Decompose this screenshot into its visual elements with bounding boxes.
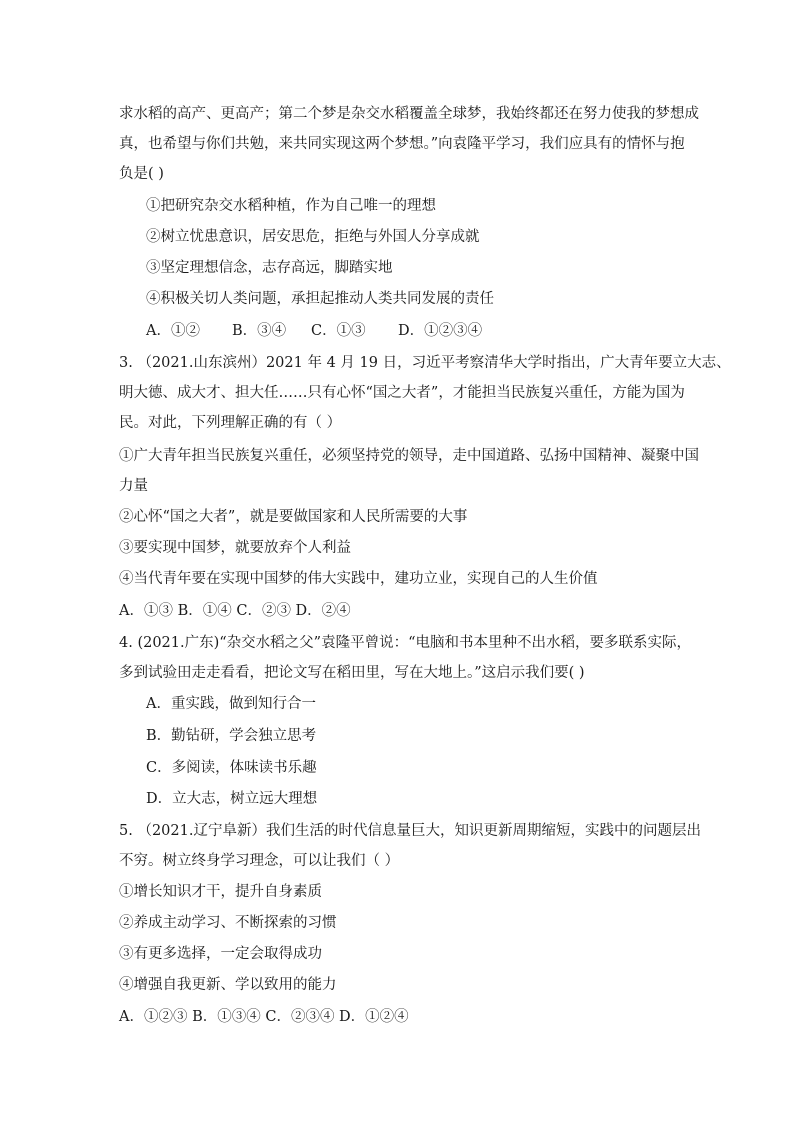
q5-statement-1: ①增长知识才干，提升自身素质 bbox=[119, 884, 322, 900]
q2-statement-2: ②树立忧患意识，居安思危，拒绝与外国人分享成就 bbox=[146, 229, 480, 245]
q2-statement-3: ③坚定理想信念，志存高远，脚踏实地 bbox=[146, 260, 393, 276]
q5-statement-2: ②养成主动学习、不断探索的习惯 bbox=[119, 915, 337, 931]
q2-statement-4: ④积极关切人类问题，承担起推动人类共同发展的责任 bbox=[146, 291, 494, 307]
q5-stem-line-2: 不穷。树立终身学习理念，可以让我们（ ） bbox=[119, 853, 400, 869]
q2-choice-a: A．①② bbox=[146, 323, 200, 339]
q4-option-b: B．勤钻研，学会独立思考 bbox=[146, 728, 317, 744]
q3-choices: A．①③ B．①④ C．②③ D．②④ bbox=[119, 603, 351, 619]
q3-statement-3: ③要实现中国梦，就要放弃个人利益 bbox=[119, 540, 351, 556]
q4-option-d: D．立大志，树立远大理想 bbox=[146, 791, 318, 807]
q4-option-c: C．多阅读，体味读书乐趣 bbox=[146, 760, 317, 776]
q3-statement-1-line-2: 力量 bbox=[119, 478, 148, 494]
q3-statement-2: ②心怀“国之大者”，就是要做国家和人民所需要的大事 bbox=[119, 509, 468, 525]
q2-choice-c: C．①③ bbox=[311, 323, 366, 339]
q5-stem-line-1: 5. （2021.辽宁阜新）我们生活的时代信息量巨大，知识更新周期缩短，实践中的问题层出 bbox=[119, 823, 701, 839]
q2-choice-b: B．③④ bbox=[232, 323, 287, 339]
q5-statement-4: ④增强自我更新、学以致用的能力 bbox=[119, 977, 337, 993]
q3-statement-1-line-1: ①广大青年担当民族复兴重任，必须坚持党的领导，走中国道路、弘扬中国精神、凝聚中国 bbox=[119, 448, 699, 464]
q5-choices: A．①②③ B．①③④ C．②③④ D．①②④ bbox=[119, 1009, 409, 1025]
q2-statement-1: ①把研究杂交水稻种植，作为自己唯一的理想 bbox=[146, 198, 436, 214]
q4-stem-line-2: 多到试验田走走看看，把论文写在稻田里，写在大地上。”这启示我们要( ) bbox=[119, 665, 585, 681]
q3-stem-line-3: 民。对此，下列理解正确的有（ ） bbox=[119, 415, 342, 431]
q2-stem-line-3: 负是( ) bbox=[119, 166, 164, 182]
q2-stem-line-1: 求水稻的高产、更高产；第二个梦是杂交水稻覆盖全球梦，我始终都还在努力使我的梦想成 bbox=[119, 106, 699, 122]
q3-statement-4: ④当代青年要在实现中国梦的伟大实践中，建功立业，实现自己的人生价值 bbox=[119, 571, 598, 587]
q5-statement-3: ③有更多选择，一定会取得成功 bbox=[119, 946, 322, 962]
q3-stem-line-1: 3. （2021.山东滨州）2021 年 4 月 19 日，习近平考察清华大学时指出，广大青年要立大志、 bbox=[119, 355, 731, 371]
q4-stem-line-1: 4. (2021.广东)“杂交水稻之父”袁隆平曾说：“电脑和书本里种不出水稻，要多联系实际， bbox=[119, 635, 692, 651]
q2-stem-line-2: 真，也希望与你们共勉，来共同实现这两个梦想。”向袁隆平学习，我们应具有的情怀与抱 bbox=[119, 136, 685, 152]
q3-stem-line-2: 明大德、成大才、担大任……只有心怀“国之大者”，才能担当民族复兴重任，方能为国为 bbox=[119, 385, 685, 401]
q4-option-a: A．重实践，做到知行合一 bbox=[146, 696, 316, 712]
q2-choices bbox=[146, 321, 482, 341]
q2-choice-d: D．①②③④ bbox=[398, 323, 483, 339]
